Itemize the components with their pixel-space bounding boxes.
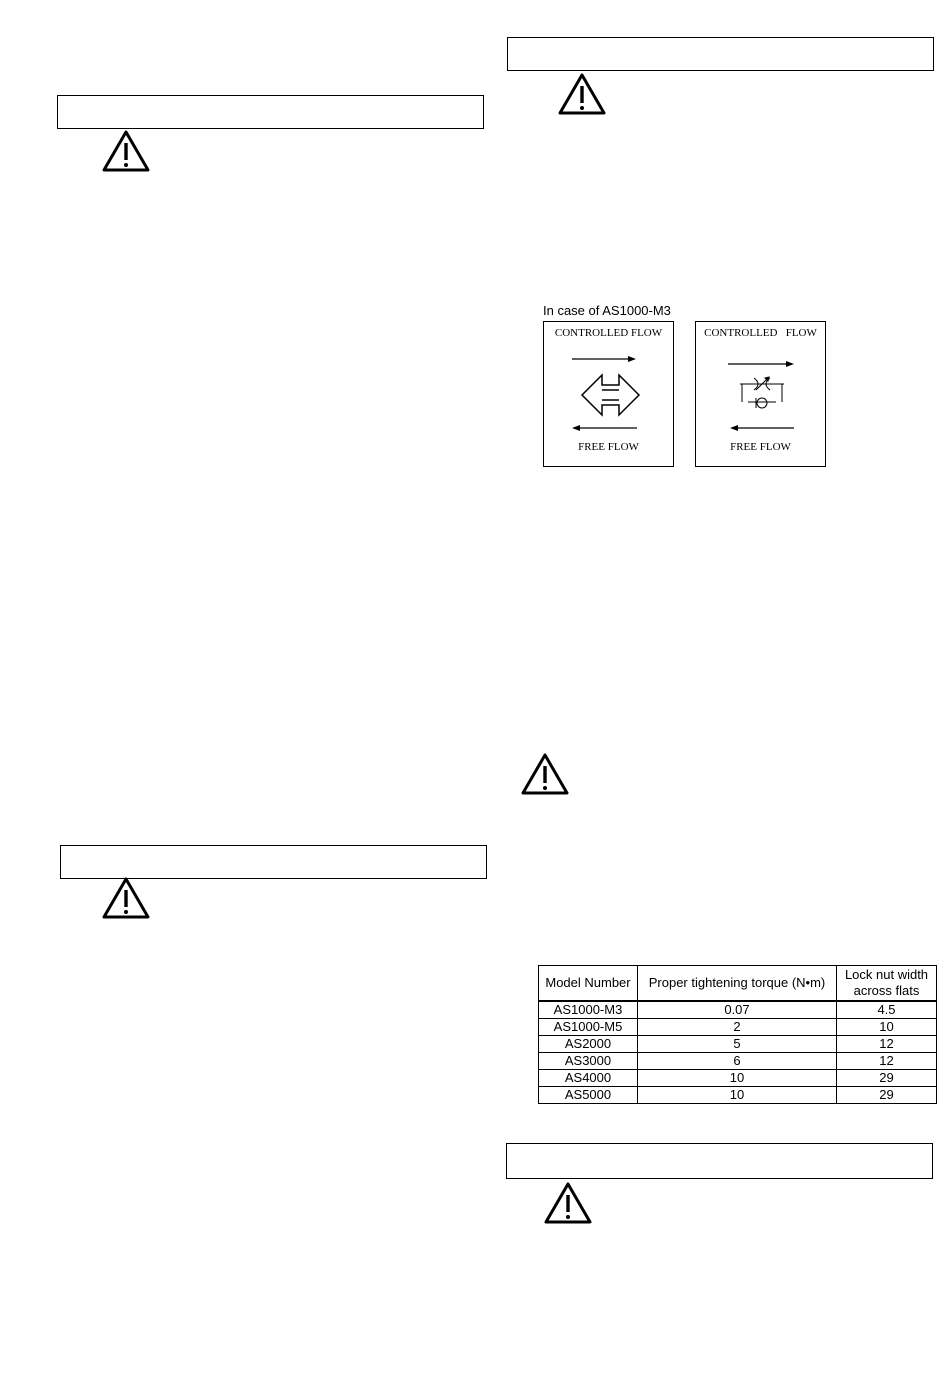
- cell-model: AS5000: [539, 1087, 638, 1104]
- figure-caption: In case of AS1000-M3: [543, 303, 671, 318]
- cell-model: AS2000: [539, 1036, 638, 1053]
- table-row: [539, 1053, 937, 1070]
- cell-torque: 5: [638, 1036, 837, 1053]
- section-heading-box-3: [507, 37, 934, 71]
- arrow-left-icon: [730, 425, 794, 431]
- cell-model: AS1000-M3: [539, 1001, 638, 1019]
- warning-triangle-icon: [101, 876, 151, 920]
- double-arrow-symbol-icon: [582, 375, 639, 415]
- warning-triangle-icon: [557, 72, 607, 116]
- cell-torque: 2: [638, 1019, 837, 1036]
- column-header-width: Lock nut width across flats: [837, 966, 937, 1002]
- cell-width: 4.5: [837, 1001, 937, 1019]
- cell-width: 12: [837, 1053, 937, 1070]
- flow-panel-left: [543, 321, 674, 467]
- cell-width: 12: [837, 1036, 937, 1053]
- section-heading-box-4: [506, 1143, 933, 1179]
- column-header-torque: Proper tightening torque (N•m): [638, 966, 837, 1002]
- cell-width: 29: [837, 1070, 937, 1087]
- tightening-torque-table: [538, 965, 937, 1104]
- cell-torque: 0.07: [638, 1001, 837, 1019]
- table-row: [539, 1087, 937, 1104]
- controlled-flow-label: CONTROLLED FLOW: [554, 327, 663, 339]
- table-row: [539, 1001, 937, 1019]
- free-flow-label: FREE FLOW: [578, 441, 639, 453]
- cell-torque: 10: [638, 1070, 837, 1087]
- column-header-model: Model Number: [539, 966, 638, 1002]
- cell-width: 10: [837, 1019, 937, 1036]
- cell-model: AS4000: [539, 1070, 638, 1087]
- flow-panel-right: [695, 321, 826, 467]
- cell-torque: 6: [638, 1053, 837, 1070]
- section-heading-box-2: [60, 845, 487, 879]
- table-row: [539, 1070, 937, 1087]
- warning-triangle-icon: [520, 752, 570, 796]
- free-flow-label: FREE FLOW: [730, 441, 791, 453]
- cell-torque: 10: [638, 1087, 837, 1104]
- cell-width: 29: [837, 1087, 937, 1104]
- controlled-flow-label: CONTROLLED FLOW: [704, 327, 817, 339]
- arrow-right-icon: [728, 361, 794, 367]
- table-row: [539, 1036, 937, 1053]
- table-row: [539, 1019, 937, 1036]
- warning-triangle-icon: [543, 1181, 593, 1225]
- section-heading-box-1: [57, 95, 484, 129]
- speed-controller-symbol-icon: [740, 377, 784, 408]
- arrow-right-icon: [572, 356, 636, 362]
- table-header-row: [539, 966, 937, 1002]
- cell-model: AS3000: [539, 1053, 638, 1070]
- arrow-left-icon: [572, 425, 637, 431]
- warning-triangle-icon: [101, 129, 151, 173]
- cell-model: AS1000-M5: [539, 1019, 638, 1036]
